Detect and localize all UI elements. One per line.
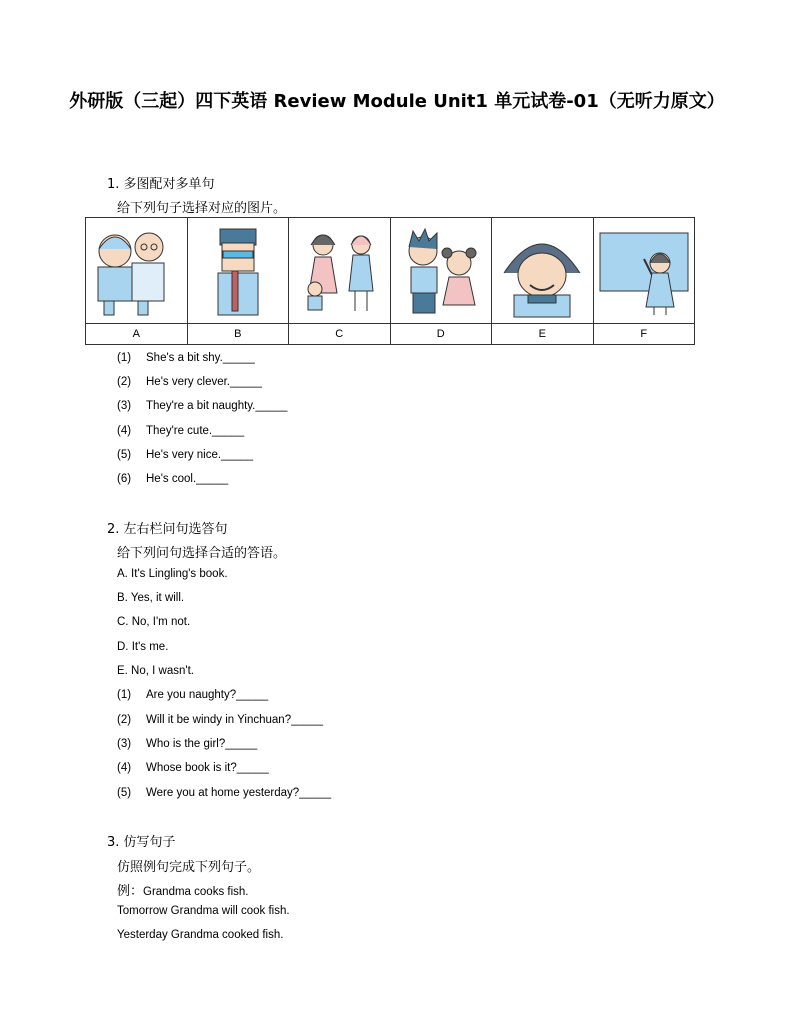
item-number: (2): [117, 714, 132, 726]
section1-item: [117, 400, 287, 412]
two-boys-winter-picture: [88, 223, 184, 319]
example-label: 例：: [117, 884, 144, 899]
picture-label-e: E: [492, 324, 594, 345]
section1-item: [117, 376, 262, 388]
item-text: Will it be windy in Yinchuan?_____: [146, 714, 324, 726]
section2-item: [117, 689, 268, 701]
item-number: (3): [117, 738, 132, 750]
answer-option: A. It's Lingling's book.: [117, 568, 228, 580]
picture-label-f: F: [593, 324, 695, 345]
item-text: He's very clever._____: [146, 376, 262, 388]
item-text: She's a bit shy._____: [146, 352, 255, 364]
item-number: (5): [117, 787, 132, 799]
item-number: (6): [117, 473, 132, 485]
item-number: (4): [117, 425, 132, 437]
picture-label-d: D: [390, 324, 492, 345]
picture-b-cell: [187, 218, 289, 324]
section2-item: [117, 714, 323, 726]
picture-label-c: C: [289, 324, 391, 345]
item-number: (4): [117, 762, 132, 774]
picture-label-b: B: [187, 324, 289, 345]
item-text: He's very nice._____: [146, 449, 254, 461]
section1-instruction: 给下列句子选择对应的图片。: [117, 201, 287, 216]
mother-and-girls-picture: [291, 223, 387, 319]
item-text: They're a bit naughty._____: [146, 400, 288, 412]
section1-item: [117, 352, 255, 364]
section1-item: [117, 425, 244, 437]
picture-table: [85, 217, 695, 345]
picture-a-cell: [86, 218, 188, 324]
page-title: 外研版（三起）四下英语 Review Module Unit1 单元试卷-01（无听力原文）: [69, 91, 725, 112]
section2-item: [117, 738, 257, 750]
item-number: (5): [117, 449, 132, 461]
answer-option: E. No, I wasn't.: [117, 665, 194, 677]
picture-c-cell: [289, 218, 391, 324]
example-line: [117, 880, 248, 899]
section1-item: [117, 449, 253, 461]
item-number: (3): [117, 400, 132, 412]
item-number: (1): [117, 689, 132, 701]
example-line: Tomorrow Grandma will cook fish.: [117, 905, 290, 917]
answer-option: B. Yes, it will.: [117, 592, 185, 604]
item-text: Who is the girl?_____: [146, 738, 258, 750]
picture-d-cell: [390, 218, 492, 324]
section1-heading: 1. 多图配对多单句: [107, 177, 215, 192]
boy-and-girl-cute-picture: [393, 223, 489, 319]
picture-label-a: A: [86, 324, 188, 345]
section1-item: [117, 473, 228, 485]
answer-option: C. No, I'm not.: [117, 616, 191, 628]
section2-instruction: 给下列问句选择合适的答语。: [117, 546, 287, 561]
section2-item: [117, 787, 331, 799]
item-text: They're cute._____: [146, 425, 245, 437]
girl-at-blackboard-picture: [596, 223, 692, 319]
item-text: Were you at home yesterday?_____: [146, 787, 332, 799]
cool-boy-sunglasses-picture: [190, 223, 286, 319]
picture-e-cell: [492, 218, 594, 324]
example-sentence: Grandma cooks fish.: [143, 886, 249, 898]
item-text: He's cool._____: [146, 473, 229, 485]
answer-option: D. It's me.: [117, 641, 169, 653]
smiling-girl-picture: [494, 223, 590, 319]
picture-f-cell: [593, 218, 695, 324]
section3-instruction: 仿照例句完成下列句子。: [117, 860, 261, 875]
item-text: Whose book is it?_____: [146, 762, 269, 774]
section2-heading: 2. 左右栏问句选答句: [107, 522, 228, 537]
section3-heading: 3. 仿写句子: [107, 835, 176, 850]
section2-item: [117, 762, 269, 774]
item-number: (2): [117, 376, 132, 388]
item-number: (1): [117, 352, 132, 364]
example-line: Yesterday Grandma cooked fish.: [117, 929, 284, 941]
item-text: Are you naughty?_____: [146, 689, 269, 701]
